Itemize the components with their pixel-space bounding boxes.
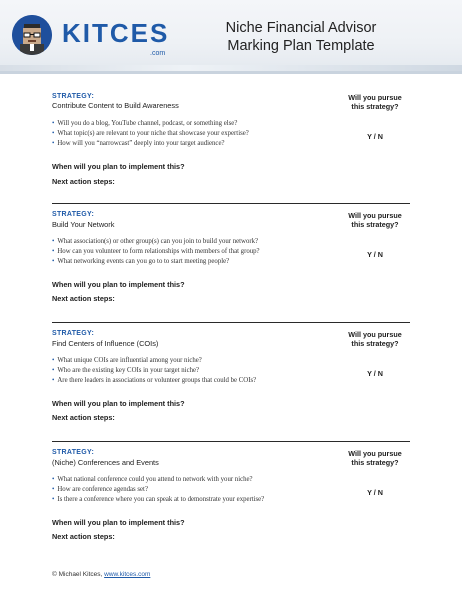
question-list xyxy=(52,475,342,505)
pursue-question xyxy=(340,211,410,229)
next-action-steps: Next action steps: xyxy=(52,532,115,541)
strategy-name: Contribute Content to Build Awareness xyxy=(52,101,179,110)
brand-suffix: .com xyxy=(150,50,166,57)
yes-no-choice[interactable]: Y / N xyxy=(367,132,383,141)
document-title-line-2: Marking Plan Template xyxy=(227,38,375,54)
list-item: • Is there a conference where you can speak at to demonstrate your expertise? xyxy=(52,496,265,503)
when-implement-question: When will you plan to implement this? xyxy=(52,399,185,408)
list-item: • What unique COIs are influential among your niche? xyxy=(52,357,202,364)
pursue-question-line-1: Will you pursue xyxy=(348,93,402,102)
section-divider xyxy=(52,203,410,204)
page-header xyxy=(0,0,462,74)
strategy-label: STRATEGY: xyxy=(52,449,95,456)
strategy-label: STRATEGY: xyxy=(52,330,95,337)
pursue-question-line-2: this strategy? xyxy=(351,220,399,229)
section-divider xyxy=(52,322,410,323)
strategy-name: Build Your Network xyxy=(52,220,115,229)
list-item: • What association(s) or other group(s) can you join to build your network? xyxy=(52,238,259,245)
pursue-question xyxy=(340,449,410,467)
list-item: • How will you “narrowcast” deeply into your target audience? xyxy=(52,140,225,147)
when-implement-question: When will you plan to implement this? xyxy=(52,280,185,289)
pursue-question-line-2: this strategy? xyxy=(351,339,399,348)
question-list xyxy=(52,119,342,149)
strategy-section-3 xyxy=(52,322,410,432)
strategy-section-2 xyxy=(52,203,410,313)
strategy-label: STRATEGY: xyxy=(52,93,95,100)
next-action-steps: Next action steps: xyxy=(52,177,115,186)
next-action-steps: Next action steps: xyxy=(52,413,115,422)
brand-name: KITCES xyxy=(62,18,170,48)
list-item: • How are conference agendas set? xyxy=(52,486,148,493)
strategy-section-4 xyxy=(52,441,410,551)
next-action-steps: Next action steps: xyxy=(52,294,115,303)
pursue-question xyxy=(340,93,410,111)
document-title xyxy=(196,19,406,55)
michael-kitces-avatar xyxy=(12,15,52,55)
section-divider xyxy=(52,441,410,442)
pursue-question-line-1: Will you pursue xyxy=(348,449,402,458)
strategy-name: Find Centers of Influence (COIs) xyxy=(52,339,159,348)
pursue-question-line-1: Will you pursue xyxy=(348,211,402,220)
pursue-question-line-1: Will you pursue xyxy=(348,330,402,339)
when-implement-question: When will you plan to implement this? xyxy=(52,518,185,527)
yes-no-choice[interactable]: Y / N xyxy=(367,250,383,259)
list-item: • Will you do a blog, YouTube channel, podcast, or something else? xyxy=(52,120,238,127)
list-item: • How can you volunteer to form relationships with members of that group? xyxy=(52,248,260,255)
yes-no-choice[interactable]: Y / N xyxy=(367,488,383,497)
list-item: • Who are the existing key COIs in your target niche? xyxy=(52,367,200,374)
when-implement-question: When will you plan to implement this? xyxy=(52,162,185,171)
document-title-line-1: Niche Financial Advisor xyxy=(225,20,377,36)
strategy-name: (Niche) Conferences and Events xyxy=(52,458,159,467)
question-list xyxy=(52,237,342,267)
page-footer xyxy=(52,571,150,578)
yes-no-choice[interactable]: Y / N xyxy=(367,369,383,378)
list-item: • What national conference could you attend to network with your niche? xyxy=(52,476,253,483)
strategy-label: STRATEGY: xyxy=(52,211,95,218)
pursue-question xyxy=(340,330,410,348)
pursue-question-line-2: this strategy? xyxy=(351,102,399,111)
strategy-section-1 xyxy=(52,82,410,192)
list-item: • What networking events can you go to to start meeting people? xyxy=(52,258,230,265)
kitces-logo[interactable] xyxy=(12,12,172,60)
question-list xyxy=(52,356,342,386)
copyright-text: © Michael Kitces, xyxy=(52,571,105,578)
list-item: • Are there leaders in associations or volunteer groups that could be COIs? xyxy=(52,377,257,384)
list-item: • What topic(s) are relevant to your niche that showcase your expertise? xyxy=(52,130,249,137)
pursue-question-line-2: this strategy? xyxy=(351,458,399,467)
kitces-website-link[interactable]: www.kitces.com xyxy=(104,571,151,578)
